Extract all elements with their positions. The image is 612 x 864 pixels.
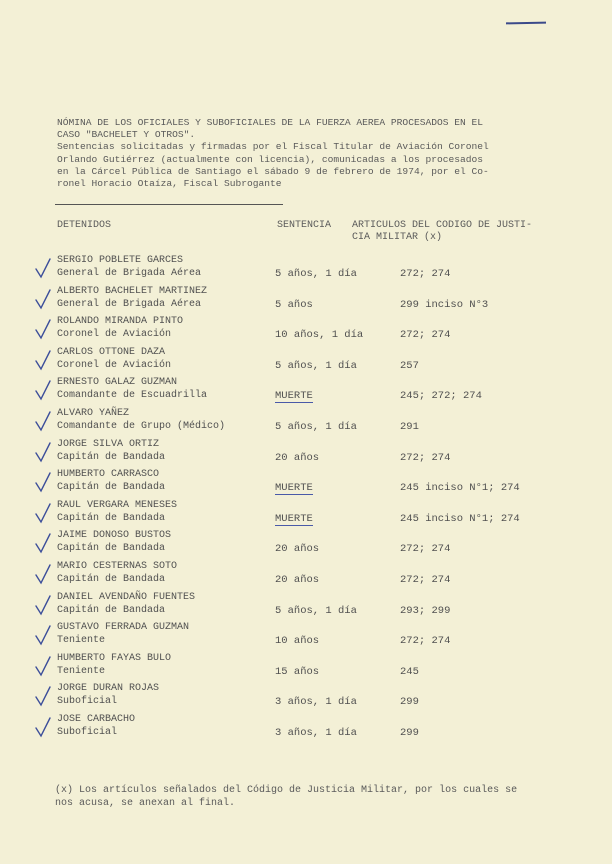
detainee-rank: General de Brigada Aérea <box>57 268 202 279</box>
detainee-rank: Capitán de Bandada <box>57 543 166 555</box>
detainee-rank: Capitán de Bandada <box>57 512 166 524</box>
detainee-sentence: 10 años, 1 día <box>275 329 364 342</box>
title-line-6: ronel Horacio Otaíza, Fiscal Subrogante <box>57 178 282 190</box>
table-row <box>0 561 612 591</box>
detainee-articles: 245; 272; 274 <box>400 390 482 403</box>
detainee-sentence: 5 años, 1 día <box>275 268 357 280</box>
checkmark-icon <box>34 349 52 373</box>
detainee-rank: Coronel de Aviación <box>57 359 172 371</box>
detainee-rank: Capitán de Bandada <box>57 451 166 463</box>
detainee-articles: 245 inciso N°1; 274 <box>400 512 520 525</box>
detainee-name: RAUL VERGARA MENESES <box>57 499 178 511</box>
checkmark-icon <box>34 532 52 556</box>
detainee-articles: 257 <box>400 359 419 372</box>
detainee-articles: 245 inciso N°1; 274 <box>400 482 520 495</box>
detainee-name: ERNESTO GALAZ GUZMAN <box>57 377 178 389</box>
checkmark-icon <box>34 379 52 403</box>
table-row <box>0 683 612 713</box>
checkmark-icon <box>34 716 52 740</box>
detainee-rank: Coronel de Aviación <box>57 329 172 341</box>
checkmark-icon <box>34 441 52 465</box>
detainee-sentence: 5 años, 1 día <box>275 421 357 433</box>
detainee-rank: Suboficial <box>57 727 118 738</box>
detainee-name: DANIEL AVENDAÑO FUENTES <box>57 591 196 603</box>
detainee-sentence: 15 años <box>275 665 320 678</box>
detainee-name: JORGE SILVA ORTIZ <box>57 438 160 450</box>
detainee-rank: Capitán de Bandada <box>57 604 166 616</box>
detainee-name: GUSTAVO FERRADA GUZMAN <box>57 622 190 634</box>
detainee-articles: 272; 274 <box>400 451 451 464</box>
title-line-5: en la Cárcel Pública de Santiago el sábado 9 de febrero de 1974, por el Co- <box>57 165 489 177</box>
detainee-sentence: 5 años, 1 día <box>275 604 357 617</box>
detainee-sentence: 5 años, 1 día <box>275 359 357 372</box>
checkmark-icon <box>34 288 52 312</box>
detainee-articles: 272; 274 <box>400 574 451 586</box>
table-row <box>0 286 612 316</box>
table-row <box>0 714 612 744</box>
checkmark-icon <box>34 655 52 679</box>
detainee-name: ALBERTO BACHELET MARTINEZ <box>57 285 208 297</box>
detainee-sentence: 20 años <box>275 543 320 556</box>
detainee-articles: 299 <box>400 696 419 709</box>
detainee-rank: Comandante de Escuadrilla <box>57 390 208 402</box>
table-row <box>0 592 612 622</box>
table-row <box>0 653 612 683</box>
detainee-name: ALVARO YAÑEZ <box>57 408 130 419</box>
detainee-name: JORGE DURAN ROJAS <box>57 683 160 695</box>
detainee-sentence: 5 años <box>275 298 313 311</box>
title-line-2: CASO "BACHELET Y OTROS". <box>57 129 196 141</box>
detainee-articles: 299 <box>400 727 419 739</box>
detainee-sentence: 3 años, 1 día <box>275 727 357 739</box>
detainee-articles: 291 <box>400 421 419 433</box>
detainee-name: JAIME DONOSO BUSTOS <box>57 530 172 542</box>
detainee-articles: 245 <box>400 665 419 678</box>
detainee-articles: 272; 274 <box>400 543 451 556</box>
detainee-name: HUMBERTO CARRASCO <box>57 469 160 481</box>
table-row <box>0 622 612 652</box>
title-line-3: Sentencias solicitadas y firmadas por el Fiscal Titular de Aviación Coronel <box>57 141 489 153</box>
detainee-name: ROLANDO MIRANDA PINTO <box>57 316 184 328</box>
detainee-rank: Capitán de Bandada <box>57 482 166 494</box>
checkmark-icon <box>34 685 52 709</box>
table-row <box>0 408 612 438</box>
table-row <box>0 530 612 560</box>
pen-mark <box>506 22 546 25</box>
detainee-rank: Capitán de Bandada <box>57 574 166 585</box>
title-line-1: NÓMINA DE LOS OFICIALES Y SUBOFICIALES DE LA FUERZA AEREA PROCESADOS EN EL <box>57 117 484 128</box>
detainee-rank: Comandante de Grupo (Médico) <box>57 421 226 432</box>
detainee-name: CARLOS OTTONE DAZA <box>57 346 166 358</box>
checkmark-icon <box>34 318 52 342</box>
detainee-sentence: 3 años, 1 día <box>275 696 357 709</box>
detainee-articles: 299 inciso N°3 <box>400 298 489 311</box>
detainee-articles: 293; 299 <box>400 604 451 617</box>
detainee-rank: Teniente <box>57 665 106 677</box>
table-row <box>0 347 612 377</box>
detainee-rank: Suboficial <box>57 696 118 708</box>
checkmark-icon <box>34 563 52 587</box>
table-row <box>0 469 612 499</box>
detainee-name: SERGIO POBLETE GARCES <box>57 255 184 266</box>
detainee-articles: 272; 274 <box>400 268 451 280</box>
header-detenidos: DETENIDOS <box>57 220 112 231</box>
checkmark-icon <box>34 410 52 434</box>
detainee-name: MARIO CESTERNAS SOTO <box>57 561 178 572</box>
table-row <box>0 377 612 407</box>
detainee-sentence: 10 años <box>275 635 320 648</box>
checkmark-icon <box>34 257 52 281</box>
detainee-name: HUMBERTO FAYAS BULO <box>57 652 172 664</box>
detainee-articles: 272; 274 <box>400 635 451 648</box>
checkmark-icon <box>34 471 52 495</box>
checkmark-icon <box>34 624 52 648</box>
checkmark-icon <box>34 502 52 526</box>
header-sentencia: SENTENCIA <box>277 220 332 231</box>
table-row <box>0 255 612 285</box>
detainee-sentence: MUERTE <box>275 512 313 525</box>
table-row <box>0 316 612 346</box>
footnote: (x) Los artículos señalados del Código de Justicia Militar, por los cuales se nos acusa, se anexan al final. <box>55 785 518 809</box>
detainee-sentence: 20 años <box>275 574 320 586</box>
detainee-rank: Teniente <box>57 635 106 647</box>
title-underline <box>55 204 283 205</box>
document-title <box>57 117 557 190</box>
header-articulos: ARTICULOS DEL CODIGO DE JUSTI- CIA MILITAR (x) <box>352 220 533 243</box>
detainee-name: JOSE CARBACHO <box>57 714 136 725</box>
detainee-rank: General de Brigada Aérea <box>57 298 202 310</box>
detainee-sentence: MUERTE <box>275 482 313 495</box>
title-line-4: Orlando Gutiérrez (actualmente con licencia), comunicadas a los procesados <box>57 153 484 165</box>
detainee-articles: 272; 274 <box>400 329 451 342</box>
table-row <box>0 439 612 469</box>
detainee-sentence: MUERTE <box>275 390 313 403</box>
checkmark-icon <box>34 594 52 618</box>
table-row <box>0 500 612 530</box>
detainee-sentence: 20 años <box>275 451 320 464</box>
